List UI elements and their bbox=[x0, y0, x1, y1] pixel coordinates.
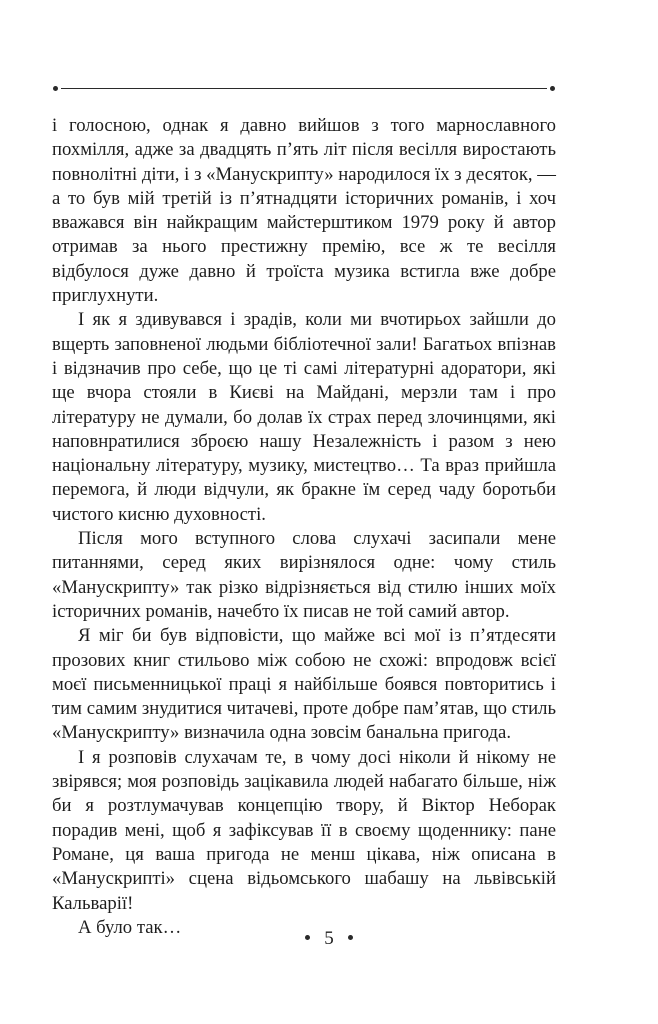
header-right-dot bbox=[550, 86, 555, 91]
paragraph: А було так… bbox=[78, 916, 182, 938]
page-footer bbox=[0, 928, 658, 950]
footer-right-bullet bbox=[348, 935, 353, 940]
footer-left-bullet bbox=[305, 935, 310, 940]
header-line bbox=[61, 88, 547, 89]
paragraph: І як я здивувався і зрадів, коли ми вчотирьох зайшли до вщерть заповненої людьми бібліотечної зали! Багатьох впізнав і відзначив про себе, що це ті самі літературні адоратори, які ще вчора стояли в Києві на Майдані, мерзли там і про літературу не думали, бо долав їх страх перед злочинцями, які наповнратилися зброєю нашу Незалежність і разом з нею національну літературу, музику, мистецтво… Та враз прийшла перемога, й люди відчули, як бракне їм серед чаду боротьби чистого кисню духовності. bbox=[52, 309, 556, 525]
paragraph-continuation: і голосною, однак я давно вийшов з того марнославного похмілля, адже за двадцять п’ять літ після весілля виростають повнолітні діти, і з «Манускрипту» народилося їх з десяток, — а то був мій третій із п’ятнадцяти історичних романів, і хоч вважався він найкращим майстерштиком 1979 року й автор отримав за нього престижну премію, все ж те весілля відбулося дуже давно й троїста музика встигла вже добре приглухнути. bbox=[52, 115, 556, 307]
header-ornament-rule bbox=[53, 85, 555, 93]
paragraph: Після мого вступного слова слухачі засипали мене питаннями, серед яких вирізнялося одне: чому стиль «Манускрипту» так різко відрізняється від стилю інших моїх історичних романів, начебто їх писав не той самий автор. bbox=[52, 528, 556, 622]
paragraph: І я розповів слухачам те, в чому досі ніколи й нікому не звірявся; моя розповідь зацікавила людей набагато більше, ніж би я розтлумачував концепцію твору, й Віктор Неборак порадив мені, щоб я зафіксував її в своєму щоденнику: пане Романе, ця ваша пригода не менш цікава, ніж описана в «Манускрипті» сцена відьомського шабашу на львівській Кальварії! bbox=[52, 746, 556, 914]
header-left-dot bbox=[53, 86, 58, 91]
page-number: 5 bbox=[324, 928, 334, 949]
paragraph: Я міг би був відповісти, що майже всі мої із п’ятдесяти прозових книг стильово між собою не схожі: впродовж всієї моєї письменницької праці я найбільше боявся повторитись і тим самим знудитися читачеві, проте добре пам’ятав, що стиль «Манускрипту» визначила одна зовсім банальна пригода. bbox=[52, 625, 556, 744]
page-body-text bbox=[52, 114, 556, 940]
